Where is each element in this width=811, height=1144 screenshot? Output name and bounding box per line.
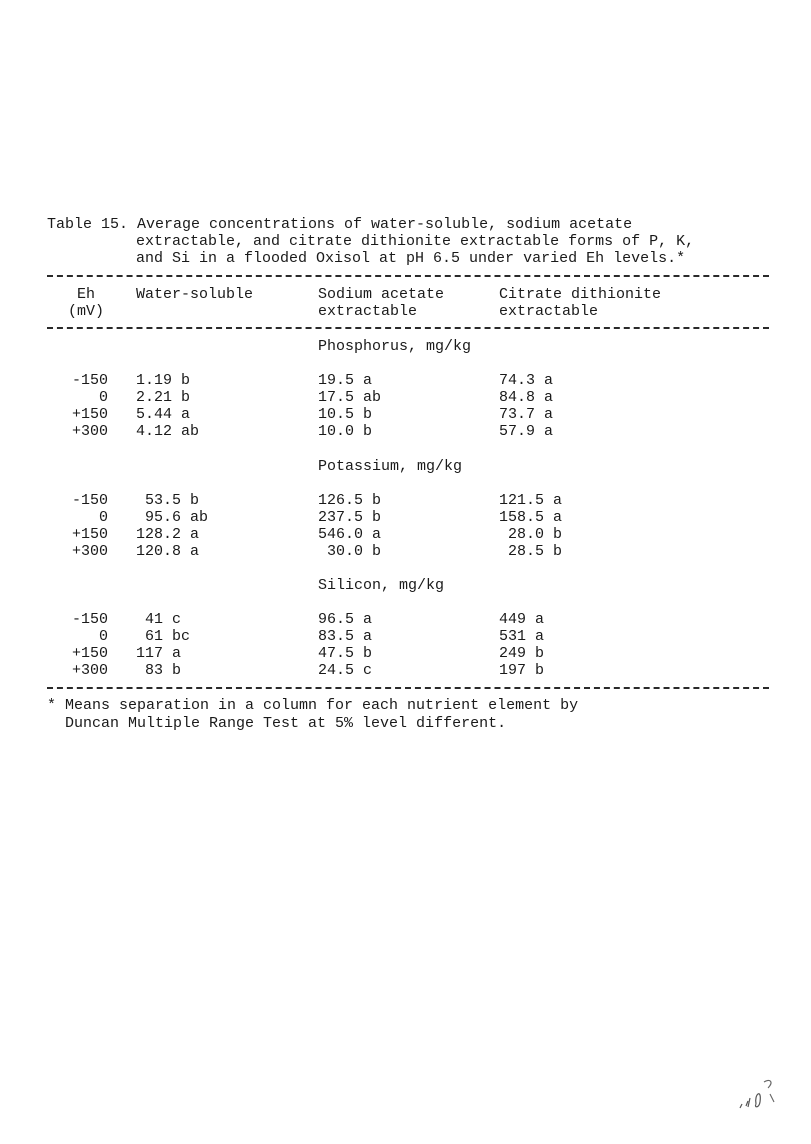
table-cell-water-soluble: 2.21 b xyxy=(136,389,191,406)
table-cell-water-soluble: 4.12 ab xyxy=(136,423,200,440)
header-rule xyxy=(47,327,769,329)
handwritten-mark xyxy=(734,1074,782,1114)
table-cell-citrate: 249 b xyxy=(499,645,545,662)
table-caption-line-2: extractable, and citrate dithionite extractable forms of P, K, xyxy=(136,233,695,250)
table-cell-sodium-acetate: 17.5 ab xyxy=(318,389,382,406)
section-title-phosphorus: Phosphorus, mg/kg xyxy=(318,338,472,355)
table-cell-water-soluble: 117 a xyxy=(136,645,182,662)
table-cell-water-soluble: 120.8 a xyxy=(136,543,200,560)
table-cell-sodium-acetate: 24.5 c xyxy=(318,662,373,679)
table-row-eh: -150 xyxy=(71,492,108,509)
table-cell-water-soluble: 83 b xyxy=(136,662,182,679)
table-caption-line-1: Table 15. Average concentrations of water-soluble, sodium acetate xyxy=(47,216,633,233)
table-cell-water-soluble: 41 c xyxy=(136,611,182,628)
table-row-eh: -150 xyxy=(71,611,108,628)
table-cell-sodium-acetate: 10.0 b xyxy=(318,423,373,440)
header-eh: Eh xyxy=(76,286,95,303)
table-cell-citrate: 531 a xyxy=(499,628,545,645)
table-cell-water-soluble: 128.2 a xyxy=(136,526,200,543)
table-cell-sodium-acetate: 10.5 b xyxy=(318,406,373,423)
table-cell-citrate: 28.0 b xyxy=(499,526,563,543)
header-sodium-acetate-2: extractable xyxy=(318,303,418,320)
table-cell-sodium-acetate: 30.0 b xyxy=(318,543,382,560)
top-rule xyxy=(47,275,769,277)
footnote-line-2: Duncan Multiple Range Test at 5% level different. xyxy=(47,715,507,732)
table-cell-citrate: 197 b xyxy=(499,662,545,679)
table-cell-sodium-acetate: 96.5 a xyxy=(318,611,373,628)
table-cell-sodium-acetate: 237.5 b xyxy=(318,509,382,526)
table-cell-water-soluble: 1.19 b xyxy=(136,372,191,389)
table-row-eh: +150 xyxy=(71,645,108,662)
table-cell-sodium-acetate: 546.0 a xyxy=(318,526,382,543)
table-cell-sodium-acetate: 47.5 b xyxy=(318,645,373,662)
footnote-line-1: * Means separation in a column for each nutrient element by xyxy=(47,697,579,714)
table-cell-citrate: 158.5 a xyxy=(499,509,563,526)
header-citrate-dithionite-2: extractable xyxy=(499,303,599,320)
table-row-eh: 0 xyxy=(98,389,108,406)
table-cell-water-soluble: 53.5 b xyxy=(136,492,200,509)
table-caption-line-3: and Si in a flooded Oxisol at pH 6.5 under varied Eh levels.* xyxy=(136,250,686,267)
table-row-eh: 0 xyxy=(98,509,108,526)
table-row-eh: +150 xyxy=(71,406,108,423)
table-row-eh: 0 xyxy=(98,628,108,645)
table-row-eh: -150 xyxy=(71,372,108,389)
table-cell-citrate: 121.5 a xyxy=(499,492,563,509)
table-cell-citrate: 57.9 a xyxy=(499,423,554,440)
section-title-potassium: Potassium, mg/kg xyxy=(318,458,463,475)
table-row-eh: +150 xyxy=(71,526,108,543)
table-cell-water-soluble: 5.44 a xyxy=(136,406,191,423)
bottom-rule xyxy=(47,687,769,689)
table-row-eh: +300 xyxy=(71,423,108,440)
header-water-soluble: Water-soluble xyxy=(136,286,254,303)
header-sodium-acetate: Sodium acetate xyxy=(318,286,445,303)
table-cell-sodium-acetate: 126.5 b xyxy=(318,492,382,509)
header-citrate-dithionite: Citrate dithionite xyxy=(499,286,662,303)
table-cell-citrate: 73.7 a xyxy=(499,406,554,423)
section-title-silicon: Silicon, mg/kg xyxy=(318,577,445,594)
table-row-eh: +300 xyxy=(71,543,108,560)
table-cell-water-soluble: 95.6 ab xyxy=(136,509,209,526)
table-cell-water-soluble: 61 bc xyxy=(136,628,191,645)
table-row-eh: +300 xyxy=(71,662,108,679)
table-cell-citrate: 84.8 a xyxy=(499,389,554,406)
header-eh-unit: (mV) xyxy=(67,303,104,320)
table-cell-citrate: 74.3 a xyxy=(499,372,554,389)
table-cell-sodium-acetate: 83.5 a xyxy=(318,628,373,645)
table-cell-sodium-acetate: 19.5 a xyxy=(318,372,373,389)
table-cell-citrate: 449 a xyxy=(499,611,545,628)
table-cell-citrate: 28.5 b xyxy=(499,543,563,560)
